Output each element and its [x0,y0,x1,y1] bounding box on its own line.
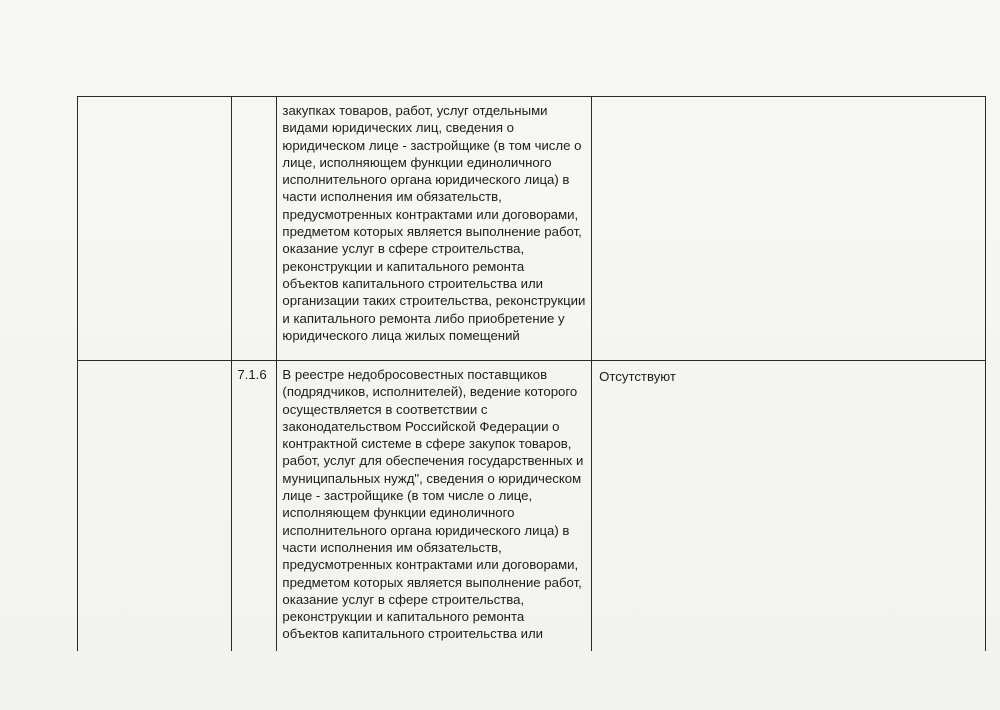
value-text: Отсутствуют [599,369,676,384]
description-line: (подрядчиков, исполнителей), ведение которого [282,384,578,400]
description-line: объектов капитального строительства или [282,626,544,642]
description-line: осуществляется в соответствии с [282,401,488,417]
description-line: предметом которых является выполнение работ, [282,574,582,590]
description-line: предметом которых является выполнение работ, [282,224,582,240]
description-line: контрактной системе в сфере закупок товаров, [282,436,572,452]
description-line: законодательством Российской Федерации о [282,418,560,434]
description-line: части исполнения им обязательств, [282,539,502,555]
section-cell [78,97,232,361]
description-line: лице, исполняющем функции единоличного [282,154,552,170]
value-text [592,97,985,104]
description-cell [277,97,592,361]
value-cell [592,361,986,652]
description-line: предусмотренных контрактами или договорами, [282,206,579,222]
description-line: видами юридических лиц, сведения о [282,120,515,136]
description-line: предусмотренных контрактами или договорами, [282,557,579,573]
description-line: оказание услуг в сфере строительства, [282,591,525,607]
item-number [232,97,276,102]
description-line: объектов капитального строительства или [282,275,544,291]
description-line: организации таких строительства, реконструкции [282,293,586,309]
description-line: части исполнения им обязательств, [282,189,502,205]
description-line: исполняющем функции единоличного [282,505,515,521]
item-number: 7.1.6 [237,367,267,382]
description-cell [277,361,592,652]
value-cell [592,97,986,361]
description-line: работ, услуг для обеспечения государственных и [282,453,584,469]
description-line: юридическом лице - застройщике (в том числе о [282,137,582,153]
description-text [277,97,591,344]
description-line: исполнительного органа юридического лица) в [282,522,570,538]
description-line: муниципальных нужд", сведения о юридическом [282,470,582,486]
description-line: В реестре недобросовестных поставщиков [282,367,548,382]
section-cell [78,361,232,652]
table-row [78,361,986,652]
description-line: реконструкции и капитального ремонта [282,258,525,274]
description-text [277,361,591,643]
description-line: и капитального ремонта либо приобретение у [282,310,565,326]
item-number-cell [232,97,277,361]
disclosure-table [77,96,986,651]
item-number-cell [232,361,277,652]
description-line: исполнительного органа юридического лица) в [282,172,570,188]
description-line: лице - застройщике (в том числе о лице, [282,488,533,504]
table-row [78,97,986,361]
description-line: юридического лица жилых помещений [282,327,520,343]
description-line: реконструкции и капитального ремонта [282,609,525,625]
description-line: закупках товаров, работ, услуг отдельными [282,103,548,118]
description-line: оказание услуг в сфере строительства, [282,241,525,257]
